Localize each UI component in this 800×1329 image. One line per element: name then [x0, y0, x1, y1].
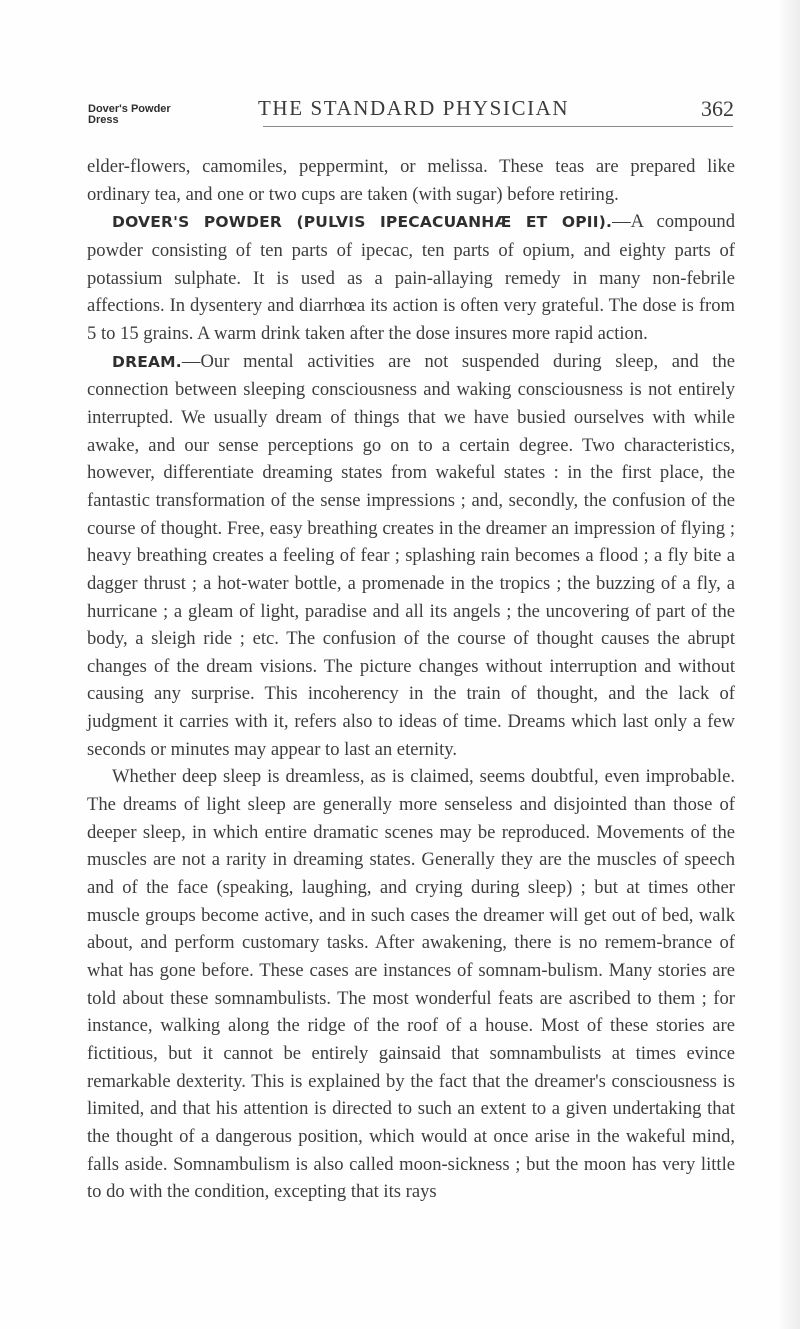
paragraph-text: —Our mental activities are not suspended during sleep, and the connection between sleeping consciousness and waking consciousness is not entirely interrupted. We usually dream of things that we have busied ourselves with while awake, and our sense perceptions go on to a certain degree. Two characteristics, however, differentiate dreaming states from wakeful states : in the first place, the fantastic transformation of the sense impressions ; and, secondly, the confusion of the course of thought. Free, easy breathing creates in the dreamer an impression of flying ; heavy breathing creates a feeling of fear ; splashing rain becomes a flood ; a fly bite a dagger thrust ; a hot-water bottle, a promenade in the tropics ; the buzzing of a fly, a hurricane ; a gleam of light, paradise and all its angels ; the uncovering of part of the body, a sleigh ride ; etc. The confusion of the course of thought causes the abrupt changes of the dream visions. The picture changes without interruption and without causing any surprise. This incoherency in the train of thought, and the lack of judgment it carries with it, refers also to ideas of time. Dreams which last only a few seconds or minutes may appear to last an eternity. [87, 350, 735, 760]
entry-dovers-powder [87, 208, 735, 347]
entry-heading: DREAM. [112, 352, 182, 371]
section-marker: Dover's Powder Dress [88, 103, 171, 126]
running-head [88, 96, 734, 144]
paragraph-text: —A compound powder consisting of ten parts of ipecac, ten parts of opium, and eighty parts of potassium sulphate. It is used as a pain-allaying remedy in many non-febrile affections. In dysentery and diarrhœa its action is often very grateful. The dose is from 5 to 15 grains. A warm drink taken after the dose insures more rapid action. [87, 211, 735, 344]
paragraph-dream-continued [87, 763, 735, 1206]
entry-heading: DOVER'S POWDER (PULVIS IPECACUANHÆ ET OPII). [112, 213, 613, 232]
paragraph-continuation [87, 153, 735, 208]
body-text [87, 153, 735, 1206]
book-title: THE STANDARD PHYSICIAN [258, 96, 570, 120]
entry-dream [87, 348, 735, 764]
page-edge-shadow [778, 0, 800, 1329]
page-number: 362 [701, 96, 734, 121]
paragraph-text: elder-flowers, camomiles, peppermint, or melissa. These teas are prepared like ordinary tea, and one or two cups are taken (with sugar) before retiring. [87, 156, 735, 205]
header-rule [263, 126, 733, 127]
paragraph-text: Whether deep sleep is dreamless, as is claimed, seems doubtful, even improbable. The dreams of light sleep are generally more senseless and disjointed than those of deeper sleep, in which entire dramatic scenes may be reproduced. Movements of the muscles are not a rarity in dreaming states. Generally they are the muscles of speech and of the face (speaking, laughing, and crying during sleep) ; but at times other muscle groups become active, and in such cases the dreamer will get out of bed, walk about, and perform customary tasks. After awakening, there is no remem-brance of what has gone before. These cases are instances of somnam-bulism. Many stories are told about these somnambulists. The most wonderful feats are ascribed to them ; for instance, walking along the ridge of the roof of a house. Most of these stories are fictitious, but it cannot be entirely gainsaid that somnambulists at times evince remarkable dexterity. This is explained by the fact that the dreamer's consciousness is limited, and that his attention is directed to such an extent to a given undertaking that the thought of a dangerous position, which would at once arise in the wakeful mind, falls aside. Somnambulism is also called moon-sickness ; but the moon has very little to do with the condition, excepting that its rays [87, 766, 735, 1203]
